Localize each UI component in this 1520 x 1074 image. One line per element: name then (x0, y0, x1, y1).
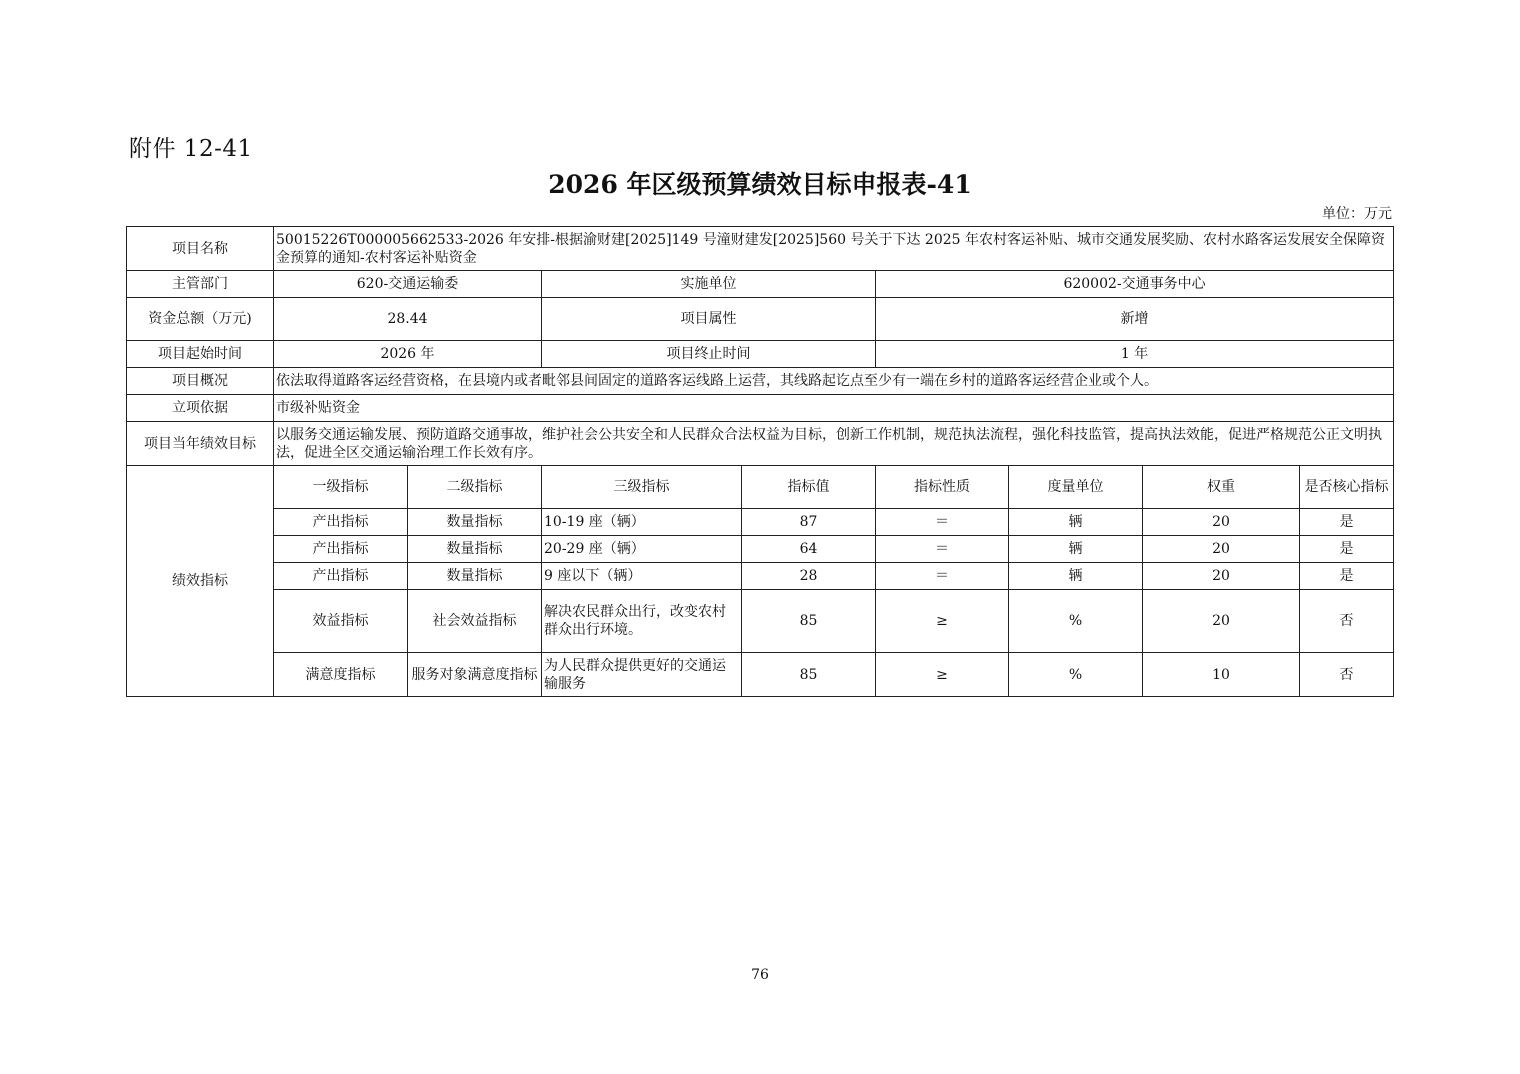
funds-label: 资金总额（万元) (127, 298, 274, 341)
start-label: 项目起始时间 (127, 341, 274, 368)
table-row (127, 653, 1394, 697)
cell-core: 是 (1300, 536, 1394, 563)
cell-level1: 产出指标 (274, 536, 408, 563)
page-title: 2026 年区级预算绩效目标申报表-41 (548, 170, 972, 199)
header-unit: 度量单位 (1009, 466, 1143, 509)
cell-unit: 辆 (1009, 509, 1143, 536)
table-row (127, 509, 1394, 536)
header-level2: 二级指标 (408, 466, 542, 509)
unit-label: 单位：万元 (1322, 206, 1392, 222)
cell-level3: 20-29 座（辆） (542, 536, 742, 563)
dept-label: 主管部门 (127, 271, 274, 298)
cell-value: 85 (742, 590, 876, 653)
cell-nature: ＝ (876, 563, 1009, 590)
cell-level3: 为人民群众提供更好的交通运输服务 (542, 653, 742, 697)
attr-label: 项目属性 (542, 298, 876, 341)
cell-level3: 10-19 座（辆） (542, 509, 742, 536)
cell-value: 64 (742, 536, 876, 563)
attr-value: 新增 (876, 298, 1394, 341)
basis-value: 市级补贴资金 (274, 395, 1394, 422)
goal-label: 项目当年绩效目标 (127, 422, 274, 466)
row-overview (127, 368, 1394, 395)
cell-core: 是 (1300, 563, 1394, 590)
cell-level3: 解决农民群众出行，改变农村群众出行环境。 (542, 590, 742, 653)
cell-weight: 20 (1143, 590, 1300, 653)
cell-unit: 辆 (1009, 563, 1143, 590)
row-time (127, 341, 1394, 368)
table-row (127, 590, 1394, 653)
impl-label: 实施单位 (542, 271, 876, 298)
cell-unit: 辆 (1009, 536, 1143, 563)
basis-label: 立项依据 (127, 395, 274, 422)
cell-level2: 社会效益指标 (408, 590, 542, 653)
goal-value: 以服务交通运输发展、预防道路交通事故，维护社会公共安全和人民群众合法权益为目标，创新工作机制，规范执法流程，强化科技监管，提高执法效能，促进严格规范公正文明执法，促进全区交通运输治理工作长效有序。 (274, 422, 1394, 466)
cell-weight: 10 (1143, 653, 1300, 697)
end-label: 项目终止时间 (542, 341, 876, 368)
row-funds (127, 298, 1394, 341)
overview-label: 项目概况 (127, 368, 274, 395)
cell-level1: 产出指标 (274, 509, 408, 536)
indicators-label: 绩效指标 (127, 466, 274, 697)
row-dept (127, 271, 1394, 298)
cell-weight: 20 (1143, 509, 1300, 536)
indicator-header-row (127, 466, 1394, 509)
end-value: 1 年 (876, 341, 1394, 368)
header-core: 是否核心指标 (1300, 466, 1394, 509)
cell-level2: 服务对象满意度指标 (408, 653, 542, 697)
cell-level1: 产出指标 (274, 563, 408, 590)
dept-value: 620-交通运输委 (274, 271, 542, 298)
header-weight: 权重 (1143, 466, 1300, 509)
overview-value: 依法取得道路客运经营资格，在县境内或者毗邻县间固定的道路客运线路上运营，其线路起讫点至少有一端在乡村的道路客运经营企业或个人。 (274, 368, 1394, 395)
cell-level2: 数量指标 (408, 563, 542, 590)
cell-level3: 9 座以下（辆） (542, 563, 742, 590)
cell-level1: 效益指标 (274, 590, 408, 653)
impl-value: 620002-交通事务中心 (876, 271, 1394, 298)
header-value: 指标值 (742, 466, 876, 509)
cell-value: 87 (742, 509, 876, 536)
cell-level2: 数量指标 (408, 536, 542, 563)
cell-unit: % (1009, 653, 1143, 697)
row-project-name (127, 227, 1394, 271)
attachment-label: 附件 12-41 (129, 136, 253, 162)
row-basis (127, 395, 1394, 422)
project-name-value: 50015226T000005662533-2026 年安排-根据渝财建[2025]149 号潼财建发[2025]560 号关于下达 2025 年农村客运补贴、城市交通发展奖励、农村水路客运发展安全保障资金预算的通知-农村客运补贴资金 (274, 227, 1394, 271)
start-value: 2026 年 (274, 341, 542, 368)
cell-unit: % (1009, 590, 1143, 653)
cell-weight: 20 (1143, 563, 1300, 590)
table-row (127, 563, 1394, 590)
performance-table (126, 226, 1394, 697)
cell-nature: ＝ (876, 509, 1009, 536)
cell-nature: ≥ (876, 590, 1009, 653)
cell-value: 28 (742, 563, 876, 590)
page-number: 76 (751, 967, 769, 983)
cell-core: 否 (1300, 590, 1394, 653)
header-level3: 三级指标 (542, 466, 742, 509)
cell-nature: ≥ (876, 653, 1009, 697)
cell-value: 85 (742, 653, 876, 697)
table-row (127, 536, 1394, 563)
project-name-label: 项目名称 (127, 227, 274, 271)
cell-level1: 满意度指标 (274, 653, 408, 697)
cell-core: 是 (1300, 509, 1394, 536)
header-level1: 一级指标 (274, 466, 408, 509)
header-nature: 指标性质 (876, 466, 1009, 509)
cell-nature: ＝ (876, 536, 1009, 563)
cell-level2: 数量指标 (408, 509, 542, 536)
cell-weight: 20 (1143, 536, 1300, 563)
row-goal (127, 422, 1394, 466)
funds-value: 28.44 (274, 298, 542, 341)
cell-core: 否 (1300, 653, 1394, 697)
